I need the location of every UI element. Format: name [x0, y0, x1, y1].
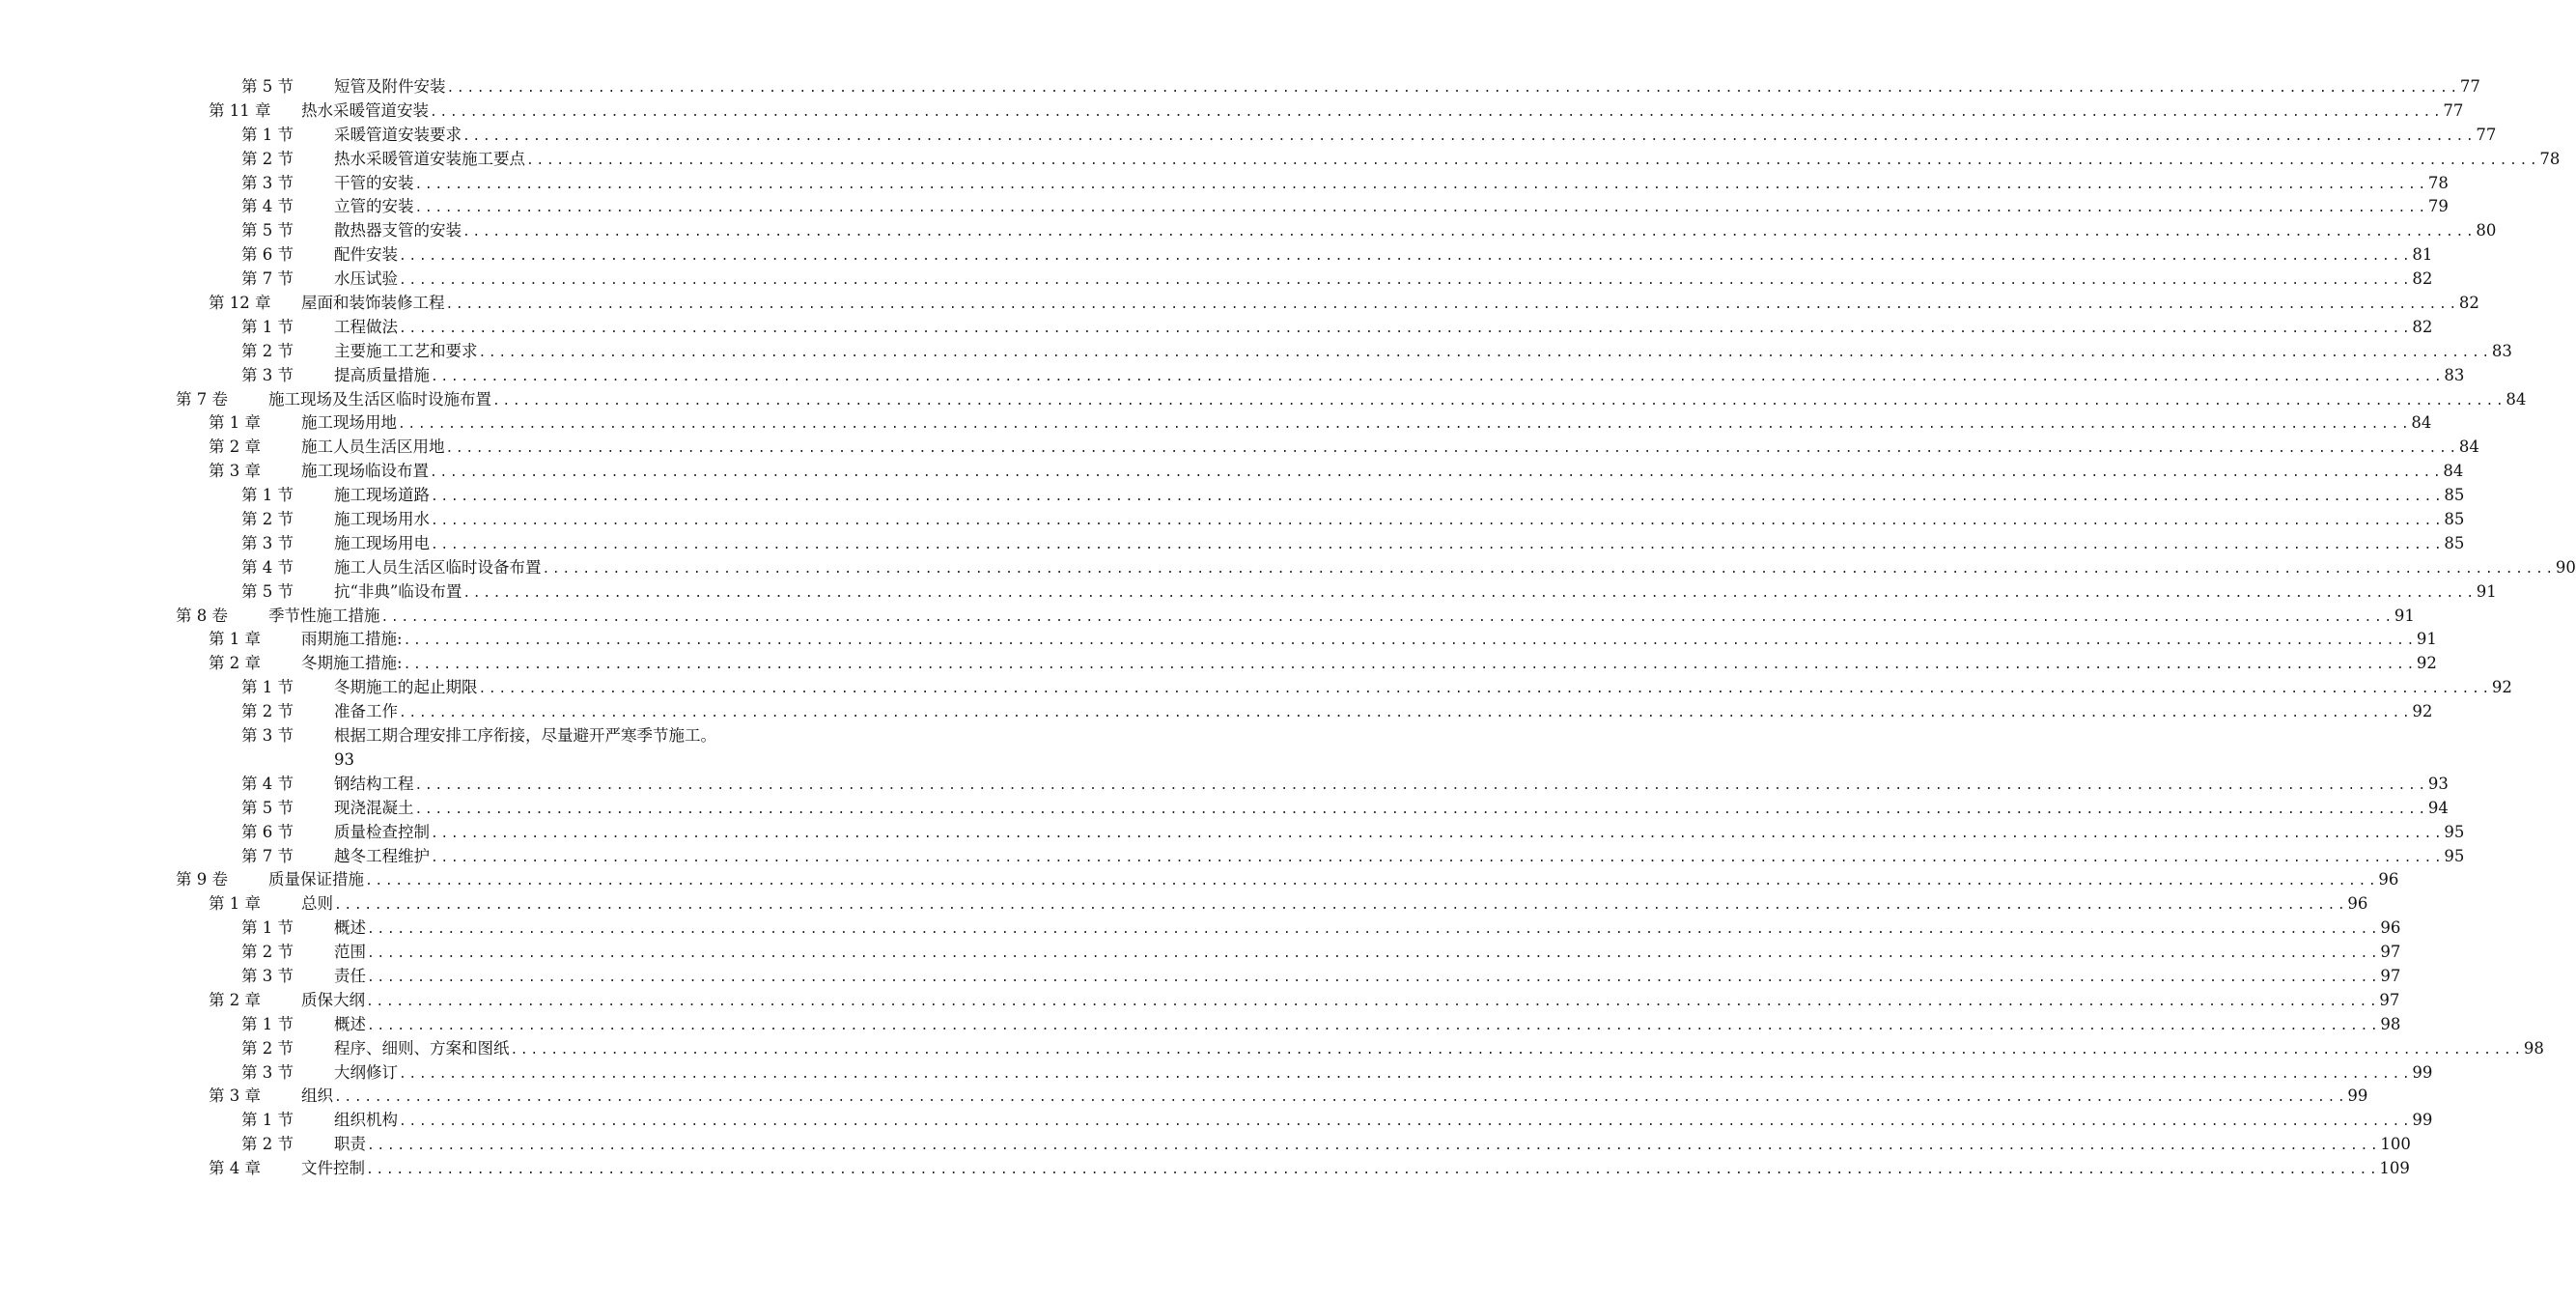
toc-entry-page: 83: [2491, 341, 2512, 360]
toc-entry-page: 81: [2412, 245, 2433, 265]
toc-entry-number: 第 3 节: [241, 173, 294, 192]
toc-dot-leader: ........................................................................................................................................................................................................: [399, 321, 2413, 336]
toc-entry-title: 配件安装: [334, 245, 398, 265]
toc-entry-number: 第 1 节: [241, 918, 294, 938]
toc-entry-line: [301, 892, 2368, 918]
toc-entry-title: 施工人员生活区用地: [301, 437, 445, 457]
toc-entry-page: 96: [2347, 894, 2368, 914]
toc-entry-page: 85: [2444, 486, 2465, 505]
toc-entry-number: 第 2 节: [241, 1038, 294, 1058]
toc-entry-title: 组织: [301, 1086, 333, 1106]
toc-entry-number: 第 1 章: [209, 630, 261, 649]
toc-entry-title: 水压试验: [334, 269, 398, 289]
toc-dot-leader: ........................................................................................................................................................................................................: [399, 1115, 2413, 1130]
toc-entry[interactable]: [0, 580, 2497, 605]
toc-entry-page: 100: [2380, 1135, 2411, 1154]
toc-entry[interactable]: [0, 868, 2399, 892]
toc-entry[interactable]: [0, 1133, 2411, 1157]
toc-entry-title: 主要施工工艺和要求: [334, 341, 478, 360]
toc-dot-leader: ........................................................................................................................................................................................................: [334, 1090, 2348, 1106]
toc-entry[interactable]: [0, 652, 2437, 676]
toc-entry-page: 80: [2476, 221, 2497, 240]
toc-entry-page: 82: [2412, 317, 2433, 336]
toc-entry-number: 第 7 卷: [176, 389, 228, 409]
toc-dot-leader: ........................................................................................................................................................................................................: [367, 922, 2381, 938]
toc-dot-leader: ........................................................................................................................................................................................................: [526, 153, 2540, 168]
toc-dot-leader: ........................................................................................................................................................................................................: [399, 706, 2413, 721]
toc-entry[interactable]: [0, 989, 2400, 1013]
toc-entry[interactable]: [0, 436, 2479, 460]
toc-dot-leader: ........................................................................................................................................................................................................: [430, 466, 2444, 481]
toc-entry-page: 77: [2459, 77, 2480, 96]
toc-entry-number: 第 4 节: [241, 557, 294, 577]
toc-entry-line: [334, 316, 2433, 342]
toc-entry-title: 准备工作: [334, 702, 398, 721]
toc-entry-line: [334, 797, 2449, 823]
toc-dot-leader: ........................................................................................................................................................................................................: [367, 970, 2381, 985]
toc-entry[interactable]: [0, 75, 2480, 99]
toc-dot-leader: ........................................................................................................................................................................................................: [431, 826, 2445, 841]
toc-entry-number: 第 7 节: [241, 269, 294, 289]
toc-dot-leader: ........................................................................................................................................................................................................: [430, 104, 2444, 120]
toc-entry-title: 质量检查控制: [334, 822, 430, 841]
toc-entry-title: 冬期施工的起止期限: [334, 678, 478, 697]
toc-entry-page: 97: [2380, 943, 2401, 962]
toc-entry-title: 文件控制: [301, 1159, 365, 1178]
toc-entry-line: [334, 580, 2497, 607]
toc-entry[interactable]: [0, 965, 2401, 989]
toc-entry-number: 第 3 节: [241, 1062, 294, 1082]
toc-entry-title: 根据工期合理安排工序衔接，尽量避开严寒季节施工。: [334, 726, 716, 746]
toc-dot-leader: ........................................................................................................................................................................................................: [462, 585, 2477, 601]
toc-entry[interactable]: [0, 700, 2433, 724]
toc-entry-line: [334, 1061, 2433, 1087]
toc-entry-number: 第 1 节: [241, 486, 294, 505]
toc-entry[interactable]: [0, 605, 2415, 629]
toc-entry[interactable]: [0, 1157, 2410, 1181]
toc-entry-page: 93: [2427, 774, 2449, 793]
toc-entry-page: 91: [2394, 606, 2415, 625]
toc-dot-leader: ........................................................................................................................................................................................................: [399, 249, 2413, 265]
toc-entry-page: 92: [2416, 654, 2437, 673]
toc-entry-number: 第 4 章: [209, 1159, 261, 1178]
toc-entry-number: 第 2 章: [209, 990, 261, 1009]
toc-entry-title: 组织机构: [334, 1111, 398, 1130]
toc-entry[interactable]: [0, 411, 2432, 436]
toc-entry-line: [334, 1109, 2433, 1135]
toc-entry-number: 第 4 节: [241, 774, 294, 793]
toc-entry-line: [334, 532, 2465, 558]
toc-entry-line: [334, 700, 2433, 726]
toc-entry-page: 90: [2555, 557, 2576, 577]
toc-dot-leader: ........................................................................................................................................................................................................: [398, 417, 2412, 433]
toc-entry-line: [301, 1157, 2410, 1183]
toc-entry-line: [301, 989, 2400, 1015]
toc-entry-page: 96: [2380, 918, 2401, 938]
toc-entry-title: 干管的安装: [334, 173, 414, 192]
toc-entry-line: [334, 1013, 2401, 1039]
toc-entry[interactable]: [0, 268, 2433, 292]
toc-entry[interactable]: [0, 460, 2464, 484]
toc-entry-page: 85: [2444, 533, 2465, 552]
toc-entry-number: 第 7 节: [241, 846, 294, 865]
toc-entry-title: 程序、细则、方案和图纸: [334, 1038, 510, 1058]
toc-entry-number: 第 1 节: [241, 678, 294, 697]
toc-dot-leader: ........................................................................................................................................................................................................: [380, 609, 2394, 625]
toc-dot-leader: ........................................................................................................................................................................................................: [334, 898, 2348, 914]
toc-entry-page: 84: [2458, 437, 2479, 457]
toc-entry-number: 第 12 章: [209, 294, 271, 313]
toc-dot-leader: ........................................................................................................................................................................................................: [431, 850, 2445, 865]
toc-entry[interactable]: [0, 1013, 2401, 1037]
toc-entry-title: 施工现场用地: [301, 413, 397, 433]
toc-entry-line: [268, 868, 2399, 894]
toc-dot-leader: ........................................................................................................................................................................................................: [403, 658, 2417, 673]
toc-entry-page: 98: [2523, 1038, 2544, 1058]
toc-dot-leader: ........................................................................................................................................................................................................: [478, 682, 2492, 697]
toc-dot-leader: ........................................................................................................................................................................................................: [414, 177, 2428, 192]
toc-entry-title: 总则: [301, 894, 333, 914]
toc-entry-title: 提高质量措施: [334, 365, 430, 384]
toc-entry-number: 第 2 节: [241, 1135, 294, 1154]
toc-entry-line: [334, 1133, 2411, 1159]
toc-entry-line: [301, 411, 2432, 437]
toc-entry[interactable]: [0, 917, 2401, 941]
toc-entry-number: 第 5 节: [241, 221, 294, 240]
toc-dot-leader: ........................................................................................................................................................................................................: [462, 128, 2477, 144]
toc-entry-line: [334, 148, 2561, 174]
toc-entry-title: 施工现场道路: [334, 486, 430, 505]
toc-entry-line: [334, 172, 2449, 198]
toc-entry-title: 热水采暖管道安装: [301, 100, 429, 120]
toc-entry-page: 91: [2476, 581, 2497, 601]
toc-entry[interactable]: [0, 676, 2512, 700]
toc-entry-title: 范围: [334, 943, 366, 962]
toc-entry-number: 第 6 节: [241, 822, 294, 841]
toc-entry-page: 77: [2443, 100, 2464, 120]
toc-entry-line: [334, 676, 2512, 702]
toc-entry-number: 第 2 章: [209, 654, 261, 673]
toc-entry-number: 第 2 节: [241, 943, 294, 962]
toc-entry-number: 第 1 章: [209, 413, 261, 433]
toc-entry[interactable]: [0, 556, 2576, 580]
toc-entry-number: 第 11 章: [209, 100, 271, 120]
toc-entry-number: 第 3 章: [209, 1086, 261, 1106]
toc-entry-title: 施工人员生活区临时设备布置: [334, 557, 542, 577]
toc-entry-line: [268, 388, 2527, 414]
toc-entry[interactable]: [0, 124, 2497, 148]
toc-entry-title: 工程做法: [334, 317, 398, 336]
toc-entry-number: 第 3 章: [209, 462, 261, 481]
toc-entry-title: 散热器支管的安装: [334, 221, 462, 240]
toc-dot-leader: ........................................................................................................................................................................................................: [431, 369, 2445, 384]
toc-entry[interactable]: [0, 195, 2449, 219]
toc-dot-leader: ........................................................................................................................................................................................................: [366, 1163, 2380, 1178]
toc-dot-leader: ........................................................................................................................................................................................................: [431, 537, 2445, 552]
toc-entry-line: [334, 219, 2497, 245]
toc-entry-number: 第 1 节: [241, 317, 294, 336]
toc-entry-line: [334, 484, 2465, 510]
toc-entry[interactable]: [0, 340, 2512, 364]
toc-entry-title: 施工现场及生活区临时设施布置: [268, 389, 491, 409]
toc-entry[interactable]: [0, 628, 2437, 652]
toc-dot-leader: ........................................................................................................................................................................................................: [414, 802, 2428, 817]
toc-entry-page: 85: [2444, 510, 2465, 529]
toc-entry-title: 概述: [334, 918, 366, 938]
toc-dot-leader: ........................................................................................................................................................................................................: [367, 946, 2381, 962]
toc-entry-title: 施工现场用电: [334, 533, 430, 552]
toc-dot-leader: ........................................................................................................................................................................................................: [446, 81, 2460, 96]
toc-entry-number: 第 2 节: [241, 149, 294, 168]
toc-dot-leader: ........................................................................................................................................................................................................: [367, 1139, 2381, 1154]
toc-entry-page: 95: [2444, 822, 2465, 841]
toc-entry-title: 季节性施工措施: [268, 606, 380, 625]
toc-entry[interactable]: [0, 724, 917, 773]
toc-entry-page: 99: [2412, 1062, 2433, 1082]
toc-entry-page: 78: [2427, 173, 2449, 192]
toc-entry[interactable]: [0, 1061, 2433, 1086]
toc-entry-line: [334, 268, 2433, 294]
toc-entry-number: 第 9 卷: [176, 870, 228, 889]
toc-dot-leader: ........................................................................................................................................................................................................: [542, 561, 2556, 577]
toc-entry-title: 雨期施工措施:: [301, 630, 403, 649]
toc-entry-number: 第 2 节: [241, 510, 294, 529]
toc-entry[interactable]: [0, 316, 2433, 340]
toc-entry-page: 99: [2412, 1111, 2433, 1130]
toc-entry[interactable]: [0, 1037, 2544, 1061]
toc-entry[interactable]: [0, 364, 2465, 388]
toc-entry-line: [334, 965, 2401, 991]
toc-entry-number: 第 6 节: [241, 245, 294, 265]
toc-entry-page: 96: [2378, 870, 2399, 889]
toc-dot-leader: ........................................................................................................................................................................................................: [403, 634, 2417, 649]
toc-entry-title: 钢结构工程: [334, 774, 414, 793]
toc-entry-number: 第 2 节: [241, 702, 294, 721]
toc-entry-number: 第 1 章: [209, 894, 261, 914]
toc-entry-title: 越冬工程维护: [334, 846, 430, 865]
toc-entry-page: 92: [2491, 678, 2512, 697]
toc-entry[interactable]: [0, 148, 2561, 172]
toc-entry-page: 83: [2444, 365, 2465, 384]
toc-dot-leader: ........................................................................................................................................................................................................: [510, 1042, 2524, 1058]
toc-entry-line: [334, 195, 2449, 221]
toc-entry-page: 94: [2427, 798, 2449, 817]
toc-entry[interactable]: [0, 773, 2449, 797]
toc-dot-leader: ........................................................................................................................................................................................................: [462, 225, 2477, 240]
toc-entry-page: 82: [2412, 269, 2433, 289]
toc-entry-title: 立管的安装: [334, 197, 414, 216]
toc-dot-leader: ........................................................................................................................................................................................................: [445, 297, 2459, 313]
toc-entry-page: 84: [2411, 413, 2432, 433]
toc-entry-page: 82: [2458, 294, 2479, 313]
toc-dot-leader: ........................................................................................................................................................................................................: [445, 441, 2459, 457]
toc-entry-line: [301, 292, 2479, 318]
toc-entry-title: 概述: [334, 1014, 366, 1033]
toc-entry-line: [301, 652, 2437, 678]
toc-entry[interactable]: [0, 797, 2449, 821]
toc-entry-line: [334, 508, 2465, 534]
toc-entry-page: 92: [2412, 702, 2433, 721]
toc-entry-title: 冬期施工措施:: [301, 654, 403, 673]
toc-entry-line: [334, 243, 2433, 269]
toc-entry-title: 大纲修订: [334, 1062, 398, 1082]
toc-entry-line: [301, 628, 2437, 654]
toc-entry-number: 第 4 节: [241, 197, 294, 216]
toc-entry[interactable]: [0, 1085, 2368, 1109]
toc-entry-line: [268, 605, 2415, 631]
toc-entry-number: 第 1 节: [241, 1111, 294, 1130]
toc-entry-line: [334, 340, 2512, 366]
toc-entry-page: 77: [2476, 125, 2497, 144]
toc-entry[interactable]: [0, 243, 2433, 268]
toc-dot-leader: ........................................................................................................................................................................................................: [399, 1066, 2413, 1082]
toc-dot-leader: ........................................................................................................................................................................................................: [399, 273, 2413, 289]
toc-entry-page: 109: [2379, 1159, 2410, 1178]
toc-entry-number: 第 2 节: [241, 341, 294, 360]
toc-entry[interactable]: [0, 845, 2465, 869]
toc-entry-number: 第 5 节: [241, 581, 294, 601]
toc-entry-line: [301, 1085, 2368, 1111]
toc-entry-page: 93: [334, 749, 354, 769]
toc-entry-page: 97: [2380, 966, 2401, 985]
toc-entry-number: 第 3 节: [241, 533, 294, 552]
toc-entry[interactable]: [0, 892, 2368, 917]
toc-dot-leader: ........................................................................................................................................................................................................: [414, 777, 2428, 793]
toc-entry-page: 91: [2416, 630, 2437, 649]
toc-entry-title: 施工现场临设布置: [301, 462, 429, 481]
toc-entry-page: 84: [2506, 389, 2527, 409]
toc-entry-line: [334, 364, 2465, 390]
toc-entry-line: [334, 1037, 2544, 1063]
toc-entry-number: 第 3 节: [241, 966, 294, 985]
toc-entry[interactable]: [0, 484, 2465, 508]
toc-entry-title: 屋面和装饰装修工程: [301, 294, 445, 313]
toc-entry-page: 95: [2444, 846, 2465, 865]
toc-entry-line: [301, 460, 2464, 486]
toc-entry[interactable]: [0, 219, 2497, 243]
table-of-contents: [0, 75, 2576, 1181]
toc-entry-title: 职责: [334, 1135, 366, 1154]
toc-entry-number: 第 5 节: [241, 798, 294, 817]
toc-entry-number: 第 3 节: [241, 365, 294, 384]
toc-dot-leader: ........................................................................................................................................................................................................: [367, 1018, 2381, 1033]
toc-dot-leader: ........................................................................................................................................................................................................: [478, 345, 2492, 360]
toc-entry-title: 抗“非典”临设布置: [334, 581, 462, 601]
toc-entry-line: [334, 821, 2465, 847]
toc-entry-title: 热水采暖管道安装施工要点: [334, 149, 525, 168]
toc-dot-leader: ........................................................................................................................................................................................................: [431, 490, 2445, 505]
toc-entry-number: 第 5 节: [241, 77, 294, 96]
toc-entry-page: 97: [2379, 990, 2400, 1009]
toc-entry-line: [301, 99, 2464, 126]
toc-entry-title: 质量保证措施: [268, 870, 364, 889]
toc-dot-leader: ........................................................................................................................................................................................................: [366, 994, 2380, 1009]
toc-entry[interactable]: [0, 99, 2464, 124]
toc-entry-title: 采暖管道安装要求: [334, 125, 462, 144]
toc-entry-line: [334, 845, 2465, 871]
toc-entry-title: 施工现场用水: [334, 510, 430, 529]
toc-entry-line: [334, 556, 2576, 582]
toc-entry-line: [334, 917, 2401, 943]
toc-entry[interactable]: [0, 532, 2465, 556]
toc-entry-number: 第 8 卷: [176, 606, 228, 625]
toc-entry-page: 98: [2380, 1014, 2401, 1033]
toc-entry[interactable]: [0, 292, 2479, 316]
toc-entry-line: [334, 941, 2401, 967]
toc-entry[interactable]: [0, 388, 2527, 412]
toc-dot-leader: ........................................................................................................................................................................................................: [492, 393, 2506, 409]
toc-entry-line: [334, 75, 2480, 101]
toc-entry-number: 第 2 章: [209, 437, 261, 457]
toc-entry[interactable]: [0, 172, 2449, 196]
toc-entry[interactable]: [0, 941, 2401, 965]
toc-entry-number: 第 1 节: [241, 125, 294, 144]
toc-entry-line: [334, 773, 2449, 799]
toc-entry-number: 第 3 节: [241, 726, 294, 746]
toc-entry-number: 第 1 节: [241, 1014, 294, 1033]
toc-entry-title: 短管及附件安装: [334, 77, 446, 96]
toc-entry-line: [301, 436, 2479, 462]
toc-entry-title: 质保大纲: [301, 990, 365, 1009]
toc-entry-page: 84: [2443, 462, 2464, 481]
toc-entry[interactable]: [0, 508, 2465, 532]
toc-entry[interactable]: [0, 1109, 2433, 1133]
toc-entry-page: 79: [2427, 197, 2449, 216]
toc-entry[interactable]: [0, 821, 2465, 845]
toc-dot-leader: ........................................................................................................................................................................................................: [431, 514, 2445, 529]
toc-dot-leader: ........................................................................................................................................................................................................: [414, 201, 2428, 216]
toc-entry-line: [334, 124, 2497, 150]
toc-dot-leader: ........................................................................................................................................................................................................: [365, 874, 2379, 889]
toc-entry-title: 责任: [334, 966, 366, 985]
toc-entry-title: 现浇混凝土: [334, 798, 414, 817]
toc-entry-page: 99: [2347, 1086, 2368, 1106]
toc-entry-page: 78: [2539, 149, 2561, 168]
